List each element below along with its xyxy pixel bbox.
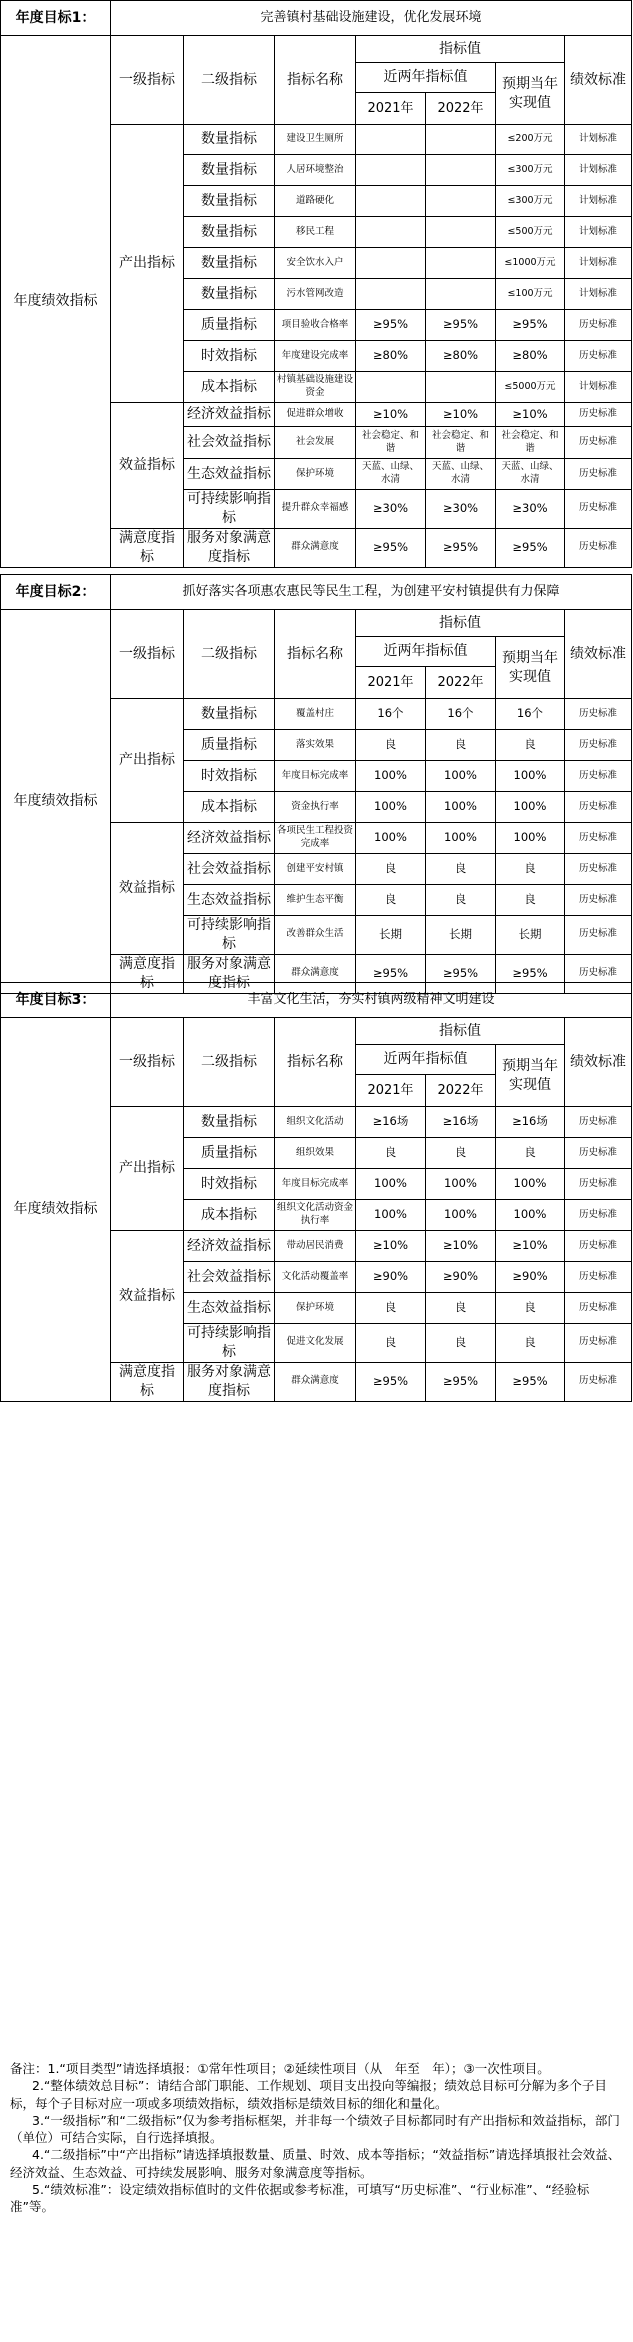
value-expected: ≥90%	[496, 1262, 565, 1293]
goal-text: 抓好落实各项惠农惠民等民生工程，为创建平安村镇提供有力保障	[111, 575, 632, 610]
value-2022	[426, 279, 496, 310]
level2-cell: 数量指标	[184, 248, 275, 279]
value-2022: 100%	[426, 1200, 496, 1231]
value-expected: ≤300万元	[496, 155, 565, 186]
value-expected: ≥10%	[496, 403, 565, 427]
value-2022: 100%	[426, 792, 496, 823]
value-expected: 100%	[496, 823, 565, 854]
value-2022: ≥95%	[426, 528, 496, 567]
level1-cell: 效益指标	[111, 403, 184, 529]
indicator-name: 改善群众生活	[275, 916, 356, 955]
level2-cell: 质量指标	[184, 730, 275, 761]
level2-cell: 质量指标	[184, 310, 275, 341]
value-2022: ≥80%	[426, 341, 496, 372]
standard-cell: 历史标准	[565, 730, 632, 761]
indicator-name: 落实效果	[275, 730, 356, 761]
level2-cell: 社会效益指标	[184, 427, 275, 459]
header-2022: 2022年	[426, 1075, 496, 1107]
header-name: 指标名称	[275, 610, 356, 699]
level1-cell: 效益指标	[111, 1231, 184, 1363]
indicator-name: 群众满意度	[275, 528, 356, 567]
header-expected: 预期当年实现值	[496, 63, 565, 125]
value-2021: 良	[356, 1324, 426, 1363]
note-2: 2.“整体绩效总目标”：请结合部门职能、工作规划、项目支出投向等编报；绩效总目标可分解为多个子目标，每个子目标对应一项或多项绩效指标，绩效指标是绩效目标的细化和量化。	[10, 2078, 607, 2111]
value-2021: 社会稳定、和谐	[356, 427, 426, 459]
indicator-name: 文化活动覆盖率	[275, 1262, 356, 1293]
goal-table-3	[0, 982, 632, 1402]
standard-cell: 计划标准	[565, 217, 632, 248]
goal-label: 年度目标2：	[1, 575, 111, 610]
value-expected: ≥80%	[496, 341, 565, 372]
indicator-name: 年度目标完成率	[275, 761, 356, 792]
level2-cell: 成本指标	[184, 792, 275, 823]
value-2021	[356, 186, 426, 217]
indicator-name: 组织效果	[275, 1138, 356, 1169]
notes	[10, 2060, 625, 2215]
level2-cell: 社会效益指标	[184, 854, 275, 885]
value-2022: ≥10%	[426, 403, 496, 427]
level1-cell: 满意度指标	[111, 1362, 184, 1401]
level2-cell: 质量指标	[184, 1138, 275, 1169]
value-2022	[426, 372, 496, 403]
standard-cell: 计划标准	[565, 248, 632, 279]
value-expected: ≤200万元	[496, 125, 565, 155]
indicator-name: 年度目标完成率	[275, 1169, 356, 1200]
note-1: 备注：1.“项目类型”请选择填报：①常年性项目；②延续性项目（从 年至 年）；③一次性项目。	[10, 2061, 550, 2076]
value-2022: ≥30%	[426, 490, 496, 529]
indicator-name: 保护环境	[275, 459, 356, 490]
header-standard: 绩效标准	[565, 36, 632, 125]
header-row-1	[1, 36, 632, 63]
indicator-name: 道路硬化	[275, 186, 356, 217]
value-expected: ≥95%	[496, 310, 565, 341]
header-recent: 近两年指标值	[356, 63, 496, 93]
value-expected: ≥30%	[496, 490, 565, 529]
goal-label: 年度目标3：	[1, 983, 111, 1018]
value-expected: 社会稳定、和谐	[496, 427, 565, 459]
level2-cell: 可持续影响指标	[184, 1324, 275, 1363]
indicator-name: 项目验收合格率	[275, 310, 356, 341]
header-value: 指标值	[356, 610, 565, 637]
value-2022	[426, 125, 496, 155]
level2-cell: 数量指标	[184, 217, 275, 248]
standard-cell: 历史标准	[565, 341, 632, 372]
level2-cell: 经济效益指标	[184, 1231, 275, 1262]
value-2022: 良	[426, 1293, 496, 1324]
value-2021	[356, 248, 426, 279]
value-expected: 长期	[496, 916, 565, 955]
value-2022: 良	[426, 1138, 496, 1169]
value-expected: 100%	[496, 1169, 565, 1200]
value-expected: ≥16场	[496, 1107, 565, 1138]
indicator-name: 带动居民消费	[275, 1231, 356, 1262]
value-expected: 良	[496, 730, 565, 761]
standard-cell: 历史标准	[565, 885, 632, 916]
indicator-name: 社会发展	[275, 427, 356, 459]
value-2022	[426, 155, 496, 186]
value-2021: 100%	[356, 761, 426, 792]
value-2021: 良	[356, 730, 426, 761]
value-2021: 100%	[356, 792, 426, 823]
header-standard: 绩效标准	[565, 610, 632, 699]
header-level1: 一级指标	[111, 36, 184, 125]
level2-cell: 生态效益指标	[184, 885, 275, 916]
value-2022: ≥90%	[426, 1262, 496, 1293]
value-expected: ≤100万元	[496, 279, 565, 310]
value-expected: 100%	[496, 792, 565, 823]
value-2021	[356, 125, 426, 155]
standard-cell: 历史标准	[565, 1324, 632, 1363]
standard-cell: 历史标准	[565, 1200, 632, 1231]
standard-cell: 历史标准	[565, 403, 632, 427]
standard-cell: 历史标准	[565, 854, 632, 885]
value-2021: ≥90%	[356, 1262, 426, 1293]
standard-cell: 历史标准	[565, 1362, 632, 1401]
value-2021: ≥95%	[356, 954, 426, 993]
goal-title-row	[1, 1, 632, 36]
standard-cell: 历史标准	[565, 954, 632, 993]
note-5: 5.“绩效标准”：设定绩效指标值时的文件依据或参考标准，可填写“历史标准”、“行业标准”、“经验标准”等。	[10, 2181, 590, 2214]
standard-cell: 历史标准	[565, 792, 632, 823]
level2-cell: 可持续影响指标	[184, 490, 275, 529]
level1-cell: 效益指标	[111, 823, 184, 955]
value-2022: 长期	[426, 916, 496, 955]
standard-cell: 历史标准	[565, 1138, 632, 1169]
standard-cell: 计划标准	[565, 125, 632, 155]
goal-table-2	[0, 574, 632, 994]
indicator-name: 促进文化发展	[275, 1324, 356, 1363]
standard-cell: 历史标准	[565, 1262, 632, 1293]
goal-title-row	[1, 575, 632, 610]
value-expected: ≥10%	[496, 1231, 565, 1262]
level2-cell: 服务对象满意度指标	[184, 954, 275, 993]
standard-cell: 计划标准	[565, 279, 632, 310]
value-2022: 100%	[426, 761, 496, 792]
value-2021: 良	[356, 1293, 426, 1324]
standard-cell: 历史标准	[565, 1169, 632, 1200]
value-2022: ≥10%	[426, 1231, 496, 1262]
value-2021: 良	[356, 1138, 426, 1169]
value-2021: 良	[356, 854, 426, 885]
level1-cell: 产出指标	[111, 1107, 184, 1231]
level2-cell: 可持续影响指标	[184, 916, 275, 955]
indicator-name: 促进群众增收	[275, 403, 356, 427]
value-2022	[426, 248, 496, 279]
indicator-name: 组织文化活动	[275, 1107, 356, 1138]
value-2021: ≥30%	[356, 490, 426, 529]
value-2021: 长期	[356, 916, 426, 955]
level2-cell: 服务对象满意度指标	[184, 1362, 275, 1401]
value-2022	[426, 217, 496, 248]
header-row-1	[1, 610, 632, 637]
header-2021: 2021年	[356, 667, 426, 699]
level2-cell: 服务对象满意度指标	[184, 528, 275, 567]
indicator-name: 安全饮水入户	[275, 248, 356, 279]
header-level2: 二级指标	[184, 1018, 275, 1107]
value-2021: 16个	[356, 699, 426, 730]
value-expected: ≤500万元	[496, 217, 565, 248]
value-2021	[356, 217, 426, 248]
value-2022: ≥95%	[426, 954, 496, 993]
value-2021: ≥10%	[356, 403, 426, 427]
header-name: 指标名称	[275, 36, 356, 125]
value-2022: ≥95%	[426, 1362, 496, 1401]
level2-cell: 时效指标	[184, 1169, 275, 1200]
level2-cell: 成本指标	[184, 372, 275, 403]
level1-cell: 产出指标	[111, 125, 184, 403]
level2-cell: 社会效益指标	[184, 1262, 275, 1293]
indicator-name: 覆盖村庄	[275, 699, 356, 730]
value-2021: ≥95%	[356, 310, 426, 341]
level2-cell: 数量指标	[184, 155, 275, 186]
perf-label: 年度绩效指标	[1, 610, 111, 994]
value-2022: 天蓝、山绿、水清	[426, 459, 496, 490]
level1-cell: 满意度指标	[111, 954, 184, 993]
standard-cell: 历史标准	[565, 427, 632, 459]
value-expected: ≥95%	[496, 954, 565, 993]
indicator-name: 建设卫生厕所	[275, 125, 356, 155]
header-2021: 2021年	[356, 93, 426, 125]
perf-label: 年度绩效指标	[1, 1018, 111, 1402]
value-expected: ≥95%	[496, 528, 565, 567]
standard-cell: 计划标准	[565, 372, 632, 403]
value-expected: ≥95%	[496, 1362, 565, 1401]
goal-text: 丰富文化生活，夯实村镇两级精神文明建设	[111, 983, 632, 1018]
standard-cell: 历史标准	[565, 699, 632, 730]
value-expected: 天蓝、山绿、水清	[496, 459, 565, 490]
value-2021: ≥95%	[356, 1362, 426, 1401]
indicator-name: 组织文化活动资金执行率	[275, 1200, 356, 1231]
level2-cell: 数量指标	[184, 186, 275, 217]
note-4: 4.“二级指标”中“产出指标”请选择填报数量、质量、时效、成本等指标；“效益指标”请选择填报社会效益、经济效益、生态效益、可持续发展影响、服务对象满意度等指标。	[10, 2147, 621, 2180]
value-2021: 良	[356, 885, 426, 916]
header-row-1	[1, 1018, 632, 1045]
perf-label: 年度绩效指标	[1, 36, 111, 568]
level2-cell: 时效指标	[184, 341, 275, 372]
standard-cell: 历史标准	[565, 1231, 632, 1262]
indicator-name: 维护生态平衡	[275, 885, 356, 916]
header-value: 指标值	[356, 1018, 565, 1045]
value-expected: ≤5000万元	[496, 372, 565, 403]
level2-cell: 数量指标	[184, 699, 275, 730]
standard-cell: 历史标准	[565, 761, 632, 792]
value-expected: 16个	[496, 699, 565, 730]
goal-table-1	[0, 0, 632, 568]
standard-cell: 历史标准	[565, 459, 632, 490]
header-recent: 近两年指标值	[356, 637, 496, 667]
standard-cell: 历史标准	[565, 528, 632, 567]
indicator-name: 污水管网改造	[275, 279, 356, 310]
value-2021: ≥95%	[356, 528, 426, 567]
value-2021	[356, 372, 426, 403]
level2-cell: 数量指标	[184, 1107, 275, 1138]
level2-cell: 生态效益指标	[184, 1293, 275, 1324]
value-2022: ≥16场	[426, 1107, 496, 1138]
value-2022: ≥95%	[426, 310, 496, 341]
value-expected: ≤1000万元	[496, 248, 565, 279]
value-2022: 100%	[426, 1169, 496, 1200]
header-standard: 绩效标准	[565, 1018, 632, 1107]
standard-cell: 历史标准	[565, 823, 632, 854]
value-expected: 100%	[496, 1200, 565, 1231]
level2-cell: 经济效益指标	[184, 403, 275, 427]
value-expected: ≤300万元	[496, 186, 565, 217]
level2-cell: 数量指标	[184, 279, 275, 310]
value-2022: 良	[426, 730, 496, 761]
value-2021: 天蓝、山绿、水清	[356, 459, 426, 490]
standard-cell: 计划标准	[565, 155, 632, 186]
standard-cell: 历史标准	[565, 1107, 632, 1138]
header-name: 指标名称	[275, 1018, 356, 1107]
value-expected: 良	[496, 885, 565, 916]
level1-cell: 产出指标	[111, 699, 184, 823]
value-2022: 良	[426, 885, 496, 916]
value-expected: 100%	[496, 761, 565, 792]
header-2022: 2022年	[426, 93, 496, 125]
indicator-name: 创建平安村镇	[275, 854, 356, 885]
goal-label: 年度目标1：	[1, 1, 111, 36]
indicator-name: 提升群众幸福感	[275, 490, 356, 529]
value-2022	[426, 186, 496, 217]
value-2021: 100%	[356, 823, 426, 854]
value-2021: ≥10%	[356, 1231, 426, 1262]
header-level2: 二级指标	[184, 36, 275, 125]
goal-text: 完善镇村基础设施建设，优化发展环境	[111, 1, 632, 36]
header-level1: 一级指标	[111, 610, 184, 699]
indicator-name: 村镇基础设施建设资金	[275, 372, 356, 403]
standard-cell: 历史标准	[565, 490, 632, 529]
header-expected: 预期当年实现值	[496, 1045, 565, 1107]
indicator-name: 年度建设完成率	[275, 341, 356, 372]
indicator-name: 移民工程	[275, 217, 356, 248]
level2-cell: 数量指标	[184, 125, 275, 155]
indicator-name: 保护环境	[275, 1293, 356, 1324]
indicator-name: 资金执行率	[275, 792, 356, 823]
header-2021: 2021年	[356, 1075, 426, 1107]
goal-title-row	[1, 983, 632, 1018]
value-2021: 100%	[356, 1200, 426, 1231]
value-expected: 良	[496, 1138, 565, 1169]
level1-cell: 满意度指标	[111, 528, 184, 567]
value-2021	[356, 279, 426, 310]
standard-cell: 历史标准	[565, 310, 632, 341]
indicator-name: 群众满意度	[275, 954, 356, 993]
standard-cell: 历史标准	[565, 1293, 632, 1324]
value-2021	[356, 155, 426, 186]
header-2022: 2022年	[426, 667, 496, 699]
note-3: 3.“一级指标”和“二级指标”仅为参考指标框架，并非每一个绩效子目标都同时有产出指标和效益指标，部门（单位）可结合实际，自行选择填报。	[10, 2112, 620, 2145]
level2-cell: 成本指标	[184, 1200, 275, 1231]
value-2021: ≥80%	[356, 341, 426, 372]
value-expected: 良	[496, 1293, 565, 1324]
value-2022: 16个	[426, 699, 496, 730]
value-2021: ≥16场	[356, 1107, 426, 1138]
standard-cell: 计划标准	[565, 186, 632, 217]
value-2021: 100%	[356, 1169, 426, 1200]
level2-cell: 经济效益指标	[184, 823, 275, 854]
level2-cell: 生态效益指标	[184, 459, 275, 490]
value-2022: 良	[426, 854, 496, 885]
standard-cell: 历史标准	[565, 916, 632, 955]
header-expected: 预期当年实现值	[496, 637, 565, 699]
level2-cell: 时效指标	[184, 761, 275, 792]
header-recent: 近两年指标值	[356, 1045, 496, 1075]
header-level1: 一级指标	[111, 1018, 184, 1107]
value-2022: 100%	[426, 823, 496, 854]
value-2022: 社会稳定、和谐	[426, 427, 496, 459]
value-expected: 良	[496, 854, 565, 885]
value-2022: 良	[426, 1324, 496, 1363]
header-value: 指标值	[356, 36, 565, 63]
indicator-name: 群众满意度	[275, 1362, 356, 1401]
indicator-name: 人居环境整治	[275, 155, 356, 186]
value-expected: 良	[496, 1324, 565, 1363]
indicator-name: 各项民生工程投资完成率	[275, 823, 356, 854]
header-level2: 二级指标	[184, 610, 275, 699]
